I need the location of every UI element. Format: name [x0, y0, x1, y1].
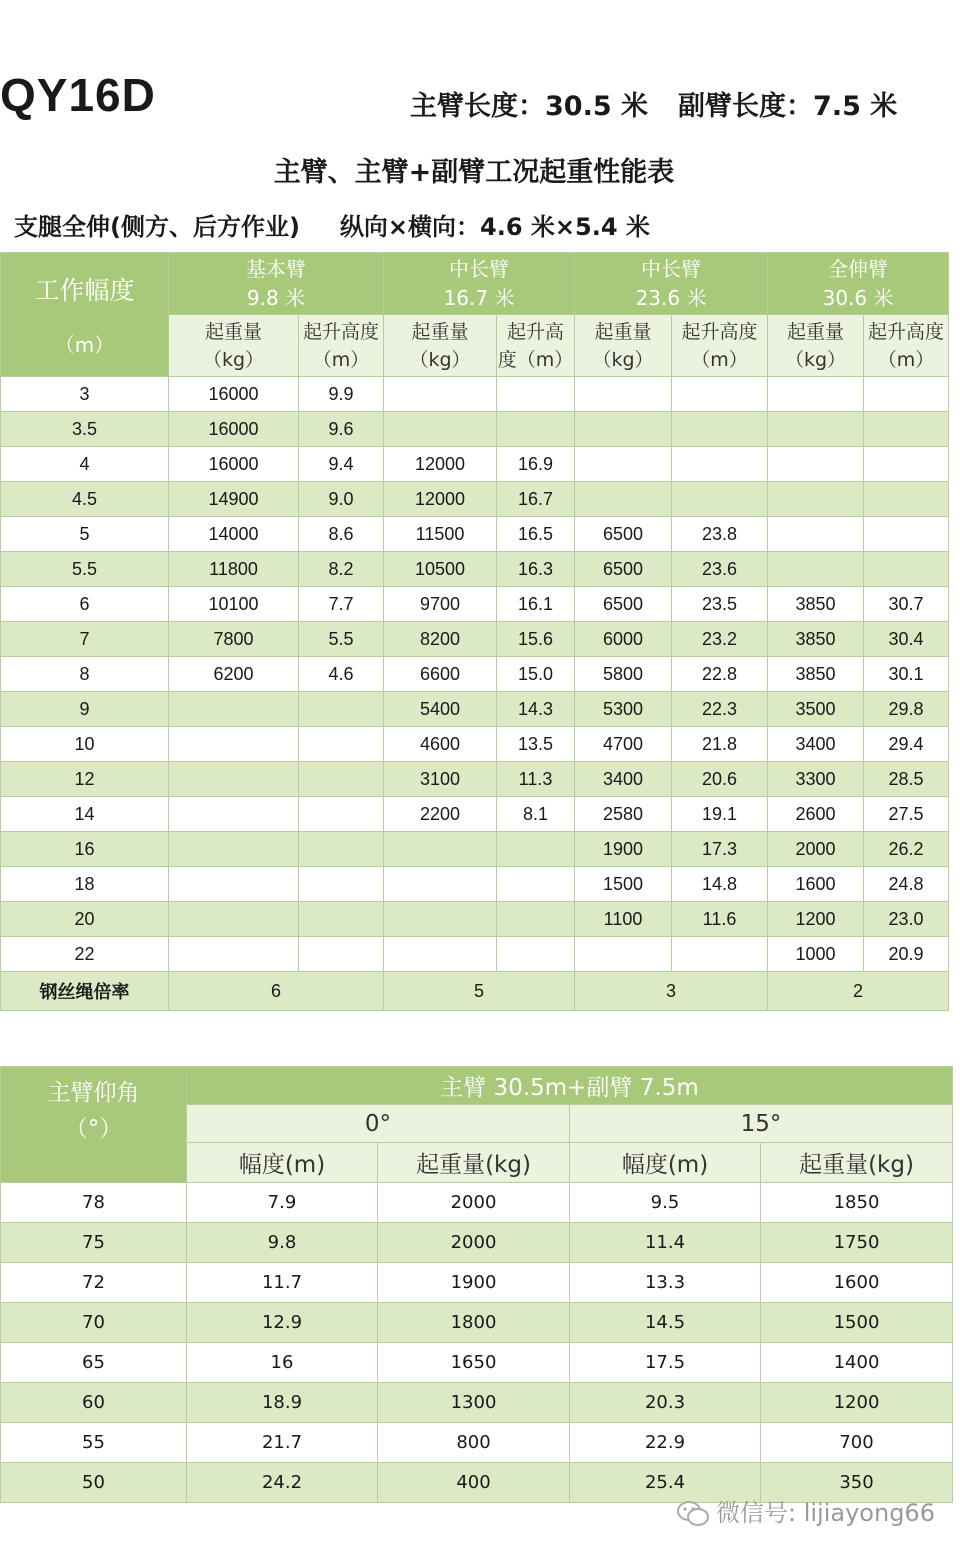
data-cell: 30.1	[864, 657, 949, 692]
data-cell: 12000	[384, 447, 497, 482]
data-cell	[169, 902, 299, 937]
rope-reeving-value: 6	[169, 972, 384, 1011]
data-cell: 3850	[768, 657, 864, 692]
column-header-label: 起重量	[411, 320, 469, 343]
data-cell: 12000	[384, 482, 497, 517]
data-cell: 14000	[169, 517, 299, 552]
data-cell	[299, 937, 384, 972]
rope-reeving-value: 5	[384, 972, 575, 1011]
main-boom-load-chart	[0, 252, 949, 1011]
table-row	[1, 657, 949, 692]
table-row	[1, 762, 949, 797]
radius-cell: 22	[1, 937, 169, 972]
table-row	[1, 1343, 953, 1383]
data-cell: 9.8	[187, 1223, 378, 1263]
jib-offset-15: 15°	[570, 1105, 953, 1143]
column-header-label: 起升高度	[302, 320, 379, 343]
data-cell: 19.1	[672, 797, 768, 832]
data-cell: 9700	[384, 587, 497, 622]
data-cell: 2200	[384, 797, 497, 832]
radius-cell: 12	[1, 762, 169, 797]
data-cell: 29.8	[864, 692, 949, 727]
data-cell	[497, 377, 575, 412]
data-cell: 23.0	[864, 902, 949, 937]
column-header-label: 起升高	[507, 320, 565, 343]
outrigger-span: 纵向×横向：4.6 米×5.4 米	[339, 213, 650, 241]
data-cell	[299, 797, 384, 832]
data-cell: 9.4	[299, 447, 384, 482]
data-cell: 16000	[169, 447, 299, 482]
data-cell	[384, 902, 497, 937]
data-cell: 800	[378, 1423, 570, 1463]
data-cell	[864, 447, 949, 482]
data-cell: 1900	[575, 832, 672, 867]
data-cell	[497, 937, 575, 972]
data-cell: 16000	[169, 412, 299, 447]
data-cell: 27.5	[864, 797, 949, 832]
data-cell: 3400	[575, 762, 672, 797]
radius-cell: 4	[1, 447, 169, 482]
main-boom-length: 主臂长度：30.5 米	[410, 91, 649, 122]
data-cell: 20.9	[864, 937, 949, 972]
data-cell: 1900	[378, 1263, 570, 1303]
data-cell	[672, 447, 768, 482]
angle-cell: 50	[1, 1463, 187, 1503]
outrigger-line	[14, 207, 650, 242]
column-header	[768, 315, 864, 377]
data-cell: 11800	[169, 552, 299, 587]
column-header	[497, 315, 575, 377]
data-cell: 17.3	[672, 832, 768, 867]
data-cell	[672, 937, 768, 972]
data-cell: 6600	[384, 657, 497, 692]
data-cell: 3850	[768, 587, 864, 622]
data-cell: 1750	[761, 1223, 953, 1263]
data-cell	[575, 937, 672, 972]
radius-cell: 20	[1, 902, 169, 937]
jib-length: 副臂长度：7.5 米	[678, 91, 898, 122]
radius-cell: 18	[1, 867, 169, 902]
data-cell: 24.8	[864, 867, 949, 902]
boom-length-line	[410, 84, 897, 123]
data-cell	[299, 832, 384, 867]
jib-config-title: 主臂 30.5m+副臂 7.5m	[187, 1067, 953, 1105]
data-cell: 11.7	[187, 1263, 378, 1303]
data-cell: 3500	[768, 692, 864, 727]
data-cell: 2580	[575, 797, 672, 832]
column-header-unit: （m）	[877, 348, 935, 371]
data-cell: 17.5	[570, 1343, 761, 1383]
table-row	[1, 867, 949, 902]
column-header: 幅度(m)	[187, 1143, 378, 1183]
column-header-unit: （kg）	[592, 348, 654, 371]
column-header-label: 起升高度	[681, 320, 758, 343]
table-row	[1, 1263, 953, 1303]
boom-group-name: 全伸臂	[828, 256, 889, 281]
data-cell: 16.5	[497, 517, 575, 552]
data-cell: 29.4	[864, 727, 949, 762]
column-header	[672, 315, 768, 377]
data-cell: 1500	[575, 867, 672, 902]
wechat-watermark	[676, 1493, 935, 1529]
boom-angle-unit: （°）	[64, 1116, 123, 1142]
data-cell: 2000	[768, 832, 864, 867]
data-cell: 21.7	[187, 1423, 378, 1463]
data-cell	[169, 937, 299, 972]
boom-angle-header	[1, 1067, 187, 1183]
data-cell: 6200	[169, 657, 299, 692]
data-cell: 9.0	[299, 482, 384, 517]
data-cell: 13.3	[570, 1263, 761, 1303]
data-cell: 3100	[384, 762, 497, 797]
data-cell	[672, 412, 768, 447]
data-cell: 13.5	[497, 727, 575, 762]
table-row	[1, 622, 949, 657]
table-row	[1, 937, 949, 972]
data-cell	[672, 377, 768, 412]
data-cell: 23.8	[672, 517, 768, 552]
radius-cell: 4.5	[1, 482, 169, 517]
table-row	[1, 447, 949, 482]
column-header: 起重量(kg)	[378, 1143, 570, 1183]
data-cell	[497, 867, 575, 902]
radius-cell: 5.5	[1, 552, 169, 587]
data-cell: 24.2	[187, 1463, 378, 1503]
data-cell: 6500	[575, 587, 672, 622]
data-cell	[384, 412, 497, 447]
data-cell	[575, 447, 672, 482]
radius-cell: 9	[1, 692, 169, 727]
data-cell: 10500	[384, 552, 497, 587]
working-radius-label: 工作幅度	[34, 276, 135, 305]
radius-cell: 3	[1, 377, 169, 412]
data-cell: 1500	[761, 1303, 953, 1343]
jib-offset-0: 0°	[187, 1105, 570, 1143]
data-cell	[169, 762, 299, 797]
data-cell: 20.3	[570, 1383, 761, 1423]
model-name: QY16D	[0, 69, 156, 121]
data-cell: 8.6	[299, 517, 384, 552]
column-header-unit: （m）	[691, 348, 748, 371]
data-cell: 5300	[575, 692, 672, 727]
data-cell	[384, 832, 497, 867]
table-row	[1, 1383, 953, 1423]
data-cell: 1000	[768, 937, 864, 972]
angle-cell: 65	[1, 1343, 187, 1383]
boom-group-length: 23.6 米	[635, 285, 707, 310]
data-cell: 1200	[768, 902, 864, 937]
boom-group-name: 中长臂	[449, 256, 509, 281]
data-cell	[575, 482, 672, 517]
data-cell: 14.8	[672, 867, 768, 902]
boom-angle-label: 主臂仰角	[47, 1080, 140, 1106]
data-cell: 23.6	[672, 552, 768, 587]
data-cell: 2600	[768, 797, 864, 832]
data-cell: 4700	[575, 727, 672, 762]
data-cell	[384, 867, 497, 902]
boom-group-full	[768, 253, 949, 315]
data-cell	[864, 552, 949, 587]
table-row	[1, 412, 949, 447]
boom-group-name: 基本臂	[246, 256, 306, 281]
boom-group-length: 9.8 米	[246, 285, 306, 310]
radius-cell: 6	[1, 587, 169, 622]
data-cell: 15.0	[497, 657, 575, 692]
table-row	[1, 902, 949, 937]
data-cell: 9.6	[299, 412, 384, 447]
column-header-label: 起重量	[594, 320, 652, 343]
data-cell: 1600	[768, 867, 864, 902]
data-cell	[497, 832, 575, 867]
table-title: 主臂、主臂+副臂工况起重性能表	[273, 157, 675, 188]
data-cell: 8200	[384, 622, 497, 657]
data-cell: 16.1	[497, 587, 575, 622]
data-cell: 12.9	[187, 1303, 378, 1343]
data-cell: 3400	[768, 727, 864, 762]
data-cell: 6500	[575, 517, 672, 552]
data-cell: 7.9	[187, 1183, 378, 1223]
column-header-label: 起重量	[787, 320, 845, 343]
data-cell: 22.9	[570, 1423, 761, 1463]
data-cell	[169, 727, 299, 762]
table-row	[1, 1223, 953, 1263]
data-cell: 5800	[575, 657, 672, 692]
data-cell: 30.4	[864, 622, 949, 657]
data-cell: 3300	[768, 762, 864, 797]
column-header: 起重量(kg)	[761, 1143, 953, 1183]
angle-cell: 70	[1, 1303, 187, 1343]
table-row	[1, 377, 949, 412]
angle-cell: 60	[1, 1383, 187, 1423]
data-cell: 1800	[378, 1303, 570, 1343]
data-cell: 16.7	[497, 482, 575, 517]
boom-group-name: 中长臂	[641, 256, 702, 281]
data-cell: 22.8	[672, 657, 768, 692]
table-row	[1, 1423, 953, 1463]
angle-cell: 72	[1, 1263, 187, 1303]
data-cell: 1400	[761, 1343, 953, 1383]
data-cell: 26.2	[864, 832, 949, 867]
column-header-unit: 度（m）	[497, 348, 574, 371]
data-cell: 11.3	[497, 762, 575, 797]
data-cell	[768, 517, 864, 552]
wechat-icon	[676, 1499, 710, 1529]
data-cell: 400	[378, 1463, 570, 1503]
data-cell: 21.8	[672, 727, 768, 762]
table-row	[1, 692, 949, 727]
data-cell: 30.7	[864, 587, 949, 622]
data-cell: 22.3	[672, 692, 768, 727]
data-cell	[384, 377, 497, 412]
column-header-unit: （m）	[312, 348, 370, 371]
jib-load-chart	[0, 1066, 953, 1503]
column-header: 幅度(m)	[570, 1143, 761, 1183]
data-cell	[575, 377, 672, 412]
data-cell	[575, 412, 672, 447]
table-row	[1, 832, 949, 867]
data-cell: 4.6	[299, 657, 384, 692]
data-cell: 700	[761, 1423, 953, 1463]
data-cell	[169, 797, 299, 832]
boom-group-length: 16.7 米	[443, 285, 515, 310]
data-cell: 14.3	[497, 692, 575, 727]
data-cell	[299, 902, 384, 937]
radius-cell: 7	[1, 622, 169, 657]
data-cell: 5400	[384, 692, 497, 727]
rope-reeving-row	[1, 972, 949, 1011]
data-cell: 6000	[575, 622, 672, 657]
data-cell	[768, 447, 864, 482]
angle-cell: 75	[1, 1223, 187, 1263]
data-cell: 11.6	[672, 902, 768, 937]
data-cell	[864, 482, 949, 517]
angle-cell: 55	[1, 1423, 187, 1463]
data-cell: 4600	[384, 727, 497, 762]
working-radius-header	[1, 253, 169, 377]
table-row	[1, 1303, 953, 1343]
data-cell	[299, 727, 384, 762]
column-header-unit: （kg）	[409, 348, 471, 371]
data-cell: 15.6	[497, 622, 575, 657]
watermark-text: 微信号: lijiayong66	[716, 1499, 935, 1527]
table-row	[1, 797, 949, 832]
radius-cell: 14	[1, 797, 169, 832]
data-cell	[672, 482, 768, 517]
radius-cell: 3.5	[1, 412, 169, 447]
data-cell: 14.5	[570, 1303, 761, 1343]
data-cell: 2000	[378, 1183, 570, 1223]
data-cell	[497, 902, 575, 937]
data-cell: 11500	[384, 517, 497, 552]
data-cell	[299, 867, 384, 902]
table-row	[1, 517, 949, 552]
data-cell	[768, 552, 864, 587]
table-row	[1, 727, 949, 762]
data-cell	[169, 867, 299, 902]
column-header-label: 起重量	[204, 320, 262, 343]
rope-reeving-label: 钢丝绳倍率	[1, 972, 169, 1011]
data-cell: 9.9	[299, 377, 384, 412]
data-cell: 16.9	[497, 447, 575, 482]
radius-cell: 5	[1, 517, 169, 552]
data-cell: 11.4	[570, 1223, 761, 1263]
data-cell	[169, 832, 299, 867]
data-cell: 25.4	[570, 1463, 761, 1503]
column-header	[169, 315, 299, 377]
data-cell: 7.7	[299, 587, 384, 622]
column-header	[299, 315, 384, 377]
data-cell: 1200	[761, 1383, 953, 1423]
data-cell: 20.6	[672, 762, 768, 797]
data-cell: 9.5	[570, 1183, 761, 1223]
rope-reeving-value: 2	[768, 972, 949, 1011]
column-header	[384, 315, 497, 377]
data-cell	[169, 692, 299, 727]
working-radius-unit: （m）	[54, 333, 115, 357]
data-cell	[864, 377, 949, 412]
data-cell: 3850	[768, 622, 864, 657]
data-cell	[768, 412, 864, 447]
data-cell: 28.5	[864, 762, 949, 797]
column-header-unit: （kg）	[784, 348, 847, 371]
data-cell: 16	[187, 1343, 378, 1383]
boom-group-mid-1	[384, 253, 575, 315]
boom-group-length: 30.6 米	[822, 285, 894, 310]
data-cell: 7800	[169, 622, 299, 657]
data-cell: 10100	[169, 587, 299, 622]
angle-cell: 78	[1, 1183, 187, 1223]
table-row	[1, 587, 949, 622]
data-cell: 18.9	[187, 1383, 378, 1423]
column-header	[575, 315, 672, 377]
data-cell	[299, 692, 384, 727]
boom-group-mid-2	[575, 253, 768, 315]
data-cell	[497, 412, 575, 447]
data-cell: 23.5	[672, 587, 768, 622]
data-cell	[768, 482, 864, 517]
data-cell	[299, 762, 384, 797]
data-cell: 8.1	[497, 797, 575, 832]
table-row	[1, 482, 949, 517]
data-cell: 1300	[378, 1383, 570, 1423]
data-cell: 6500	[575, 552, 672, 587]
boom-group-basic	[169, 253, 384, 315]
radius-cell: 8	[1, 657, 169, 692]
data-cell: 23.2	[672, 622, 768, 657]
column-header	[864, 315, 949, 377]
radius-cell: 10	[1, 727, 169, 762]
data-cell	[768, 377, 864, 412]
data-cell: 1850	[761, 1183, 953, 1223]
data-cell	[864, 517, 949, 552]
data-cell: 1600	[761, 1263, 953, 1303]
data-cell: 5.5	[299, 622, 384, 657]
column-header-unit: （kg）	[202, 348, 265, 371]
data-cell: 8.2	[299, 552, 384, 587]
column-header-label: 起升高度	[868, 320, 945, 343]
radius-cell: 16	[1, 832, 169, 867]
data-cell: 2000	[378, 1223, 570, 1263]
data-cell: 16000	[169, 377, 299, 412]
data-cell	[384, 937, 497, 972]
data-cell: 16.3	[497, 552, 575, 587]
data-cell: 1650	[378, 1343, 570, 1383]
data-cell	[864, 412, 949, 447]
data-cell: 350	[761, 1463, 953, 1503]
rope-reeving-value: 3	[575, 972, 768, 1011]
table-row	[1, 552, 949, 587]
outrigger-mode: 支腿全伸(侧方、后方作业)	[14, 213, 300, 241]
data-cell: 14900	[169, 482, 299, 517]
table-row	[1, 1183, 953, 1223]
data-cell: 1100	[575, 902, 672, 937]
